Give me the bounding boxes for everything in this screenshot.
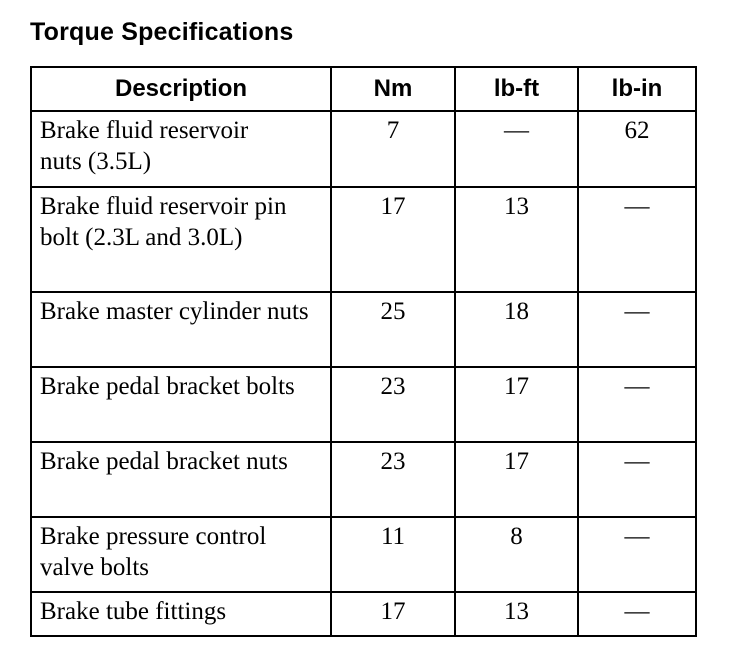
nm-cell: 17 <box>331 187 455 292</box>
nm-cell: 7 <box>331 111 455 187</box>
column-header-nm: Nm <box>331 67 455 111</box>
lb-ft-cell: 17 <box>455 442 578 517</box>
lb-ft-cell: 13 <box>455 187 578 292</box>
lb-ft-cell: 13 <box>455 592 578 636</box>
nm-cell: 23 <box>331 367 455 442</box>
description-cell: Brake pedal bracket nuts <box>31 442 331 517</box>
column-header-description: Description <box>31 67 331 111</box>
torque-spec-table <box>30 66 697 637</box>
description-cell: Brake master cylinder nuts <box>31 292 331 367</box>
lb-in-cell: — <box>578 292 696 367</box>
lb-ft-cell: 8 <box>455 517 578 592</box>
lb-ft-cell: 17 <box>455 367 578 442</box>
column-header-lb-in: lb-in <box>578 67 696 111</box>
lb-in-cell: — <box>578 442 696 517</box>
lb-in-cell: — <box>578 187 696 292</box>
column-header-lb-ft: lb-ft <box>455 67 578 111</box>
table-row <box>31 517 696 592</box>
nm-cell: 23 <box>331 442 455 517</box>
table-row <box>31 187 696 292</box>
table-row <box>31 367 696 442</box>
description-cell: Brake fluid reservoir pin bolt (2.3L and 3.0L) <box>31 187 331 292</box>
description-cell: Brake pressure control valve bolts <box>31 517 331 592</box>
description-cell: Brake pedal bracket bolts <box>31 367 331 442</box>
lb-in-cell: — <box>578 592 696 636</box>
table-row <box>31 442 696 517</box>
nm-cell: 11 <box>331 517 455 592</box>
lb-in-cell: — <box>578 517 696 592</box>
nm-cell: 25 <box>331 292 455 367</box>
description-cell: Brake tube fittings <box>31 592 331 636</box>
lb-in-cell: — <box>578 367 696 442</box>
lb-ft-cell: — <box>455 111 578 187</box>
table-row <box>31 592 696 636</box>
table-row <box>31 292 696 367</box>
table-header-row <box>31 67 696 111</box>
description-cell: Brake fluid reservoir nuts (3.5L) <box>31 111 331 187</box>
lb-in-cell: 62 <box>578 111 696 187</box>
nm-cell: 17 <box>331 592 455 636</box>
page-title: Torque Specifications <box>30 18 294 46</box>
lb-ft-cell: 18 <box>455 292 578 367</box>
table-row <box>31 111 696 187</box>
